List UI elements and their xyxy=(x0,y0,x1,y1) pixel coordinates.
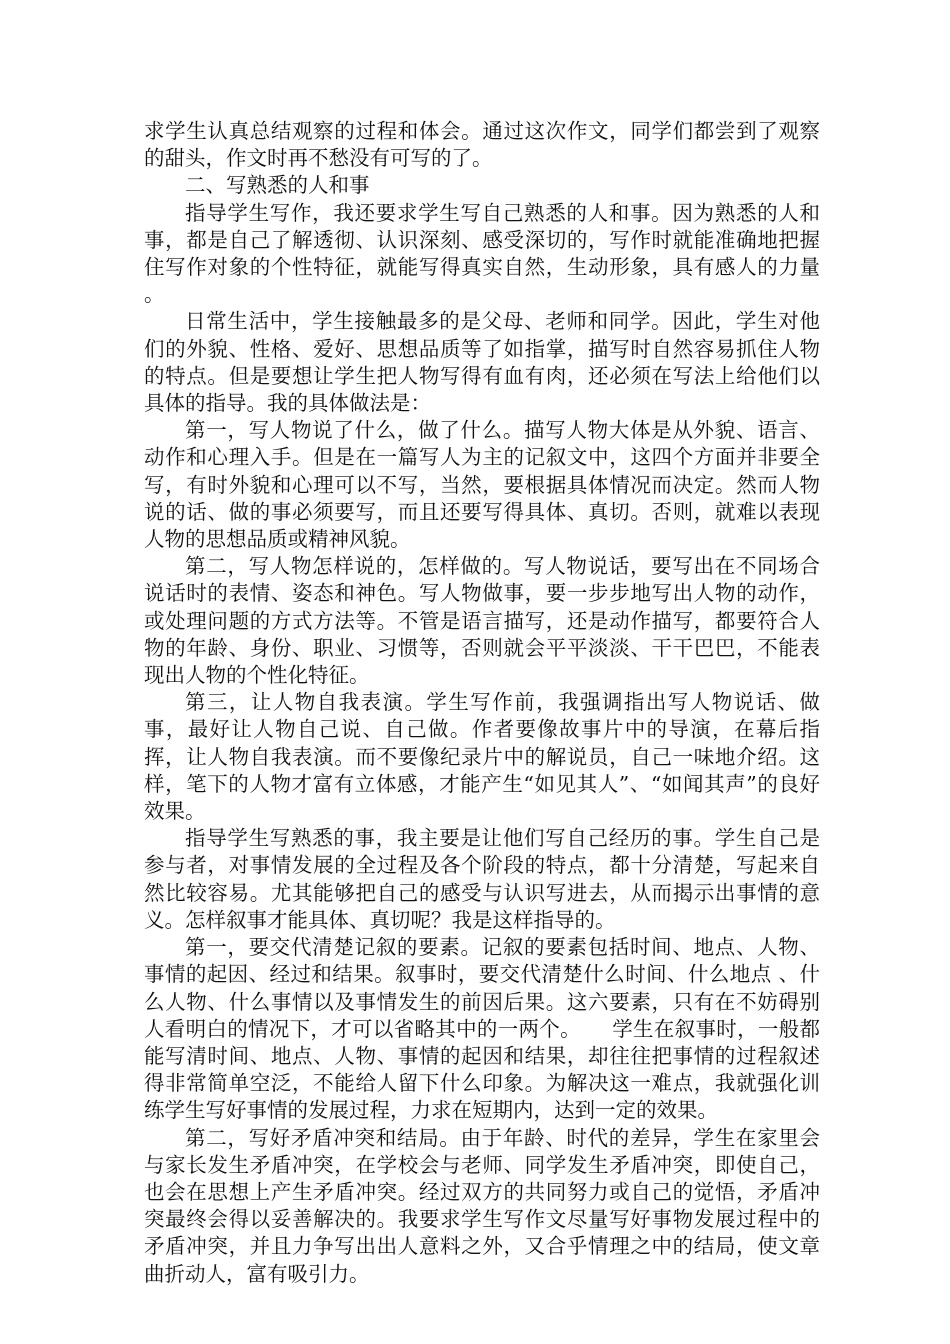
paragraph: 指导学生写作，我还要求学生写自己熟悉的人和事。因为熟悉的人和事，都是自己了解透彻、认识深刻、感受深切的，写作时就能准确地把握住写作对象的个性特征，就能写得真实自然，生动形象，具有感人的力量 。 xyxy=(144,200,820,307)
paragraph: 第二，写好矛盾冲突和结局。由于年龄、时代的差异，学生在家里会与家长发生矛盾冲突，在学校会与老师、同学发生矛盾冲突，即使自己，也会在思想上产生矛盾冲突。经过双方的共同努力或自己的觉悟，矛盾冲突最终会得以妥善解决的。我要求学生写作文尽量写好事物发展过程中的矛盾冲突，并且力争写出出人意料之外，又合乎情理之中的结局，使文章曲折动人，富有吸引力。 xyxy=(144,1125,820,1286)
paragraph: 日常生活中，学生接触最多的是父母、老师和同学。因此，学生对他们的外貌、性格、爱好、思想品质等了如指掌，描写时自然容易抓住人物的特点。但是要想让学生把人物写得有血有肉，还必须在写法上给他们以具体的指导。我的具体做法是： xyxy=(144,309,820,416)
paragraph: 第三，让人物自我表演。学生写作前，我强调指出写人物说话、做事，最好让人物自己说、自己做。作者要像故事片中的导演，在幕后指挥，让人物自我表演。而不要像纪录片中的解说员，自己一味地介绍。这样，笔下的人物才富有立体感，才能产生“如见其人”、“如闻其声”的良好效果。 xyxy=(144,690,820,824)
paragraph: 第一，要交代清楚记叙的要素。记叙的要素包括时间、地点、人物、事情的起因、经过和结果。叙事时，要交代清楚什么时间、什么地点 、什么人物、什么事情以及事情发生的前因后果。这六要素，只有在不妨碍别人看明白的情况下，才可以省略其中的一两个。 学生在叙事时，一般都能写清时间、地点、人物、事情的起因和结果，却往往把事情的过程叙述得非常简单空泛，不能给人留下什么印象。为解决这一难点，我就强化训练学生写好事情的发展过程，力求在短期内，达到一定的效果。 xyxy=(144,935,820,1123)
paragraph: 第一，写人物说了什么，做了什么。描写人物大体是从外貌、语言、动作和心理入手。但是在一篇写人为主的记叙文中，这四个方面并非要全写，有时外貌和心理可以不写，当然，要根据具体情况而决定。然而人物说的话、做的事必须要写，而且还要写得具体、真切。否则，就难以表现人物的思想品质或精神风貌。 xyxy=(144,418,820,552)
paragraph-continuation: 求学生认真总结观察的过程和体会。通过这次作文，同学们都尝到了观察的甜头，作文时再不愁没有可写的了。 xyxy=(144,119,820,171)
paragraph: 第二，写人物怎样说的，怎样做的。写人物说话，要写出在不同场合说话时的表情、姿态和神色。写人物做事，要一步步地写出人物的动作，或处理问题的方式方法等。不管是语言描写，还是动作描写，都要符合人物的年龄、身份、职业、习惯等，否则就会平平淡淡、干干巴巴，不能表现出人物的个性化特征。 xyxy=(144,554,820,688)
document-body xyxy=(144,118,820,1288)
paragraph: 指导学生写熟悉的事，我主要是让他们写自己经历的事。学生自己是参与者，对事情发展的全过程及各个阶段的特点，都十分清楚，写起来自然比较容易。尤其能够把自己的感受与认识写进去，从而揭示出事情的意义。怎样叙事才能具体、真切呢？我是这样指导的。 xyxy=(144,826,820,932)
section-heading: 二、写熟悉的人和事 xyxy=(185,173,370,198)
